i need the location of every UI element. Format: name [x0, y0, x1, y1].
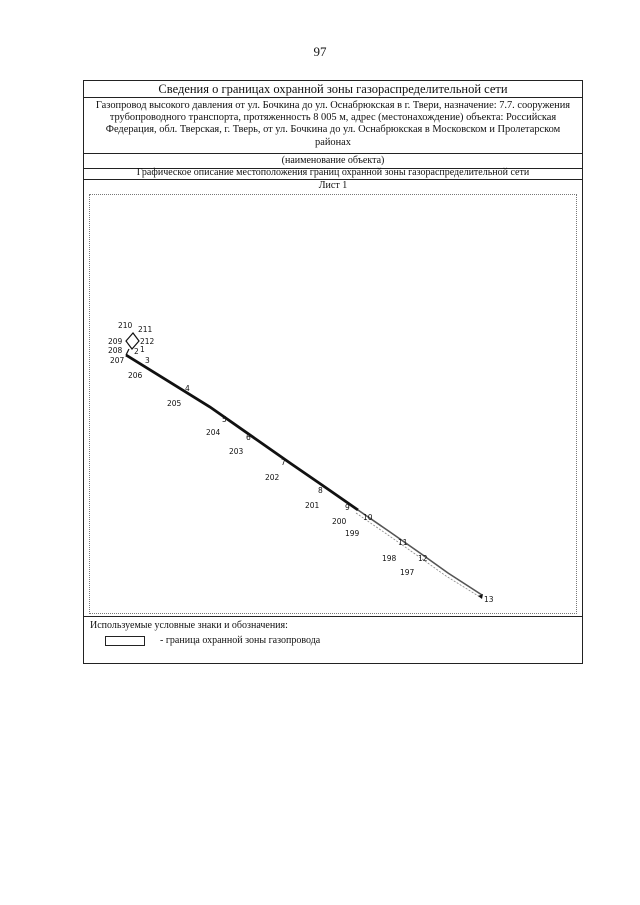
point-label: 5 — [222, 415, 227, 424]
pipeline-zone-thin — [358, 510, 482, 595]
point-label: 2 — [134, 347, 139, 356]
point-label: 9 — [345, 503, 350, 512]
point-label: 10 — [363, 513, 373, 522]
point-label: 201 — [305, 501, 320, 510]
document-title: Сведения о границах охранной зоны газораспределительной сети — [84, 81, 582, 98]
pipeline-zone-thick — [126, 355, 358, 510]
legend-boundary-label: - граница охранной зоны газопровода — [160, 635, 321, 646]
point-label: 198 — [382, 554, 397, 563]
point-label: 4 — [185, 384, 190, 393]
legend-boundary-symbol — [105, 636, 145, 646]
point-label: 6 — [246, 433, 251, 442]
point-label: 8 — [318, 486, 323, 495]
point-label: 206 — [128, 371, 143, 380]
point-label: 212 — [140, 337, 155, 346]
object-description: Газопровод высокого давления от ул. Бочкина до ул. Оснабрюкская в г. Твери, назначение: 7.7. сооружения трубопроводного транспорта, протяженность 8 005 м, адрес (местонахождение) объекта: Российская Федерация, обл. Тверская, г. Тверь, от ул. Бочкина до ул. Оснабрюкская в Московском и Пролетарском районах — [84, 97, 582, 154]
point-label: 200 — [332, 517, 347, 526]
boundary-connector — [126, 349, 129, 355]
point-label: 208 — [108, 346, 123, 355]
point-label: 199 — [345, 529, 360, 538]
graphic-description-title: Графическое описание местоположения границ охранной зоны газораспределительной сети — [84, 168, 582, 180]
point-label: 1 — [140, 345, 145, 354]
point-label: 205 — [167, 399, 182, 408]
legend-separator — [84, 616, 582, 617]
point-label: 3 — [145, 356, 150, 365]
point-label: 197 — [400, 568, 415, 577]
boundary-drawing — [89, 194, 577, 614]
point-label: 204 — [206, 428, 221, 437]
point-label: 207 — [110, 356, 125, 365]
point-label: 202 — [265, 473, 280, 482]
point-label: 13 — [484, 595, 494, 604]
sheet-label: Лист 1 — [318, 180, 348, 191]
point-label: 210 — [118, 321, 133, 330]
point-label: 203 — [229, 447, 244, 456]
boundary-drawing-svg — [90, 195, 578, 615]
point-label: 211 — [138, 325, 153, 334]
point-label: 7 — [281, 458, 286, 467]
legend-title: Используемые условные знаки и обозначения: — [90, 620, 288, 631]
point-label: 11 — [398, 538, 408, 547]
object-name-caption: (наименование объекта) — [84, 154, 582, 169]
page-number: 97 — [313, 44, 327, 59]
point-label: 209 — [108, 337, 123, 346]
document-frame — [83, 80, 583, 664]
point-label: 12 — [418, 554, 428, 563]
